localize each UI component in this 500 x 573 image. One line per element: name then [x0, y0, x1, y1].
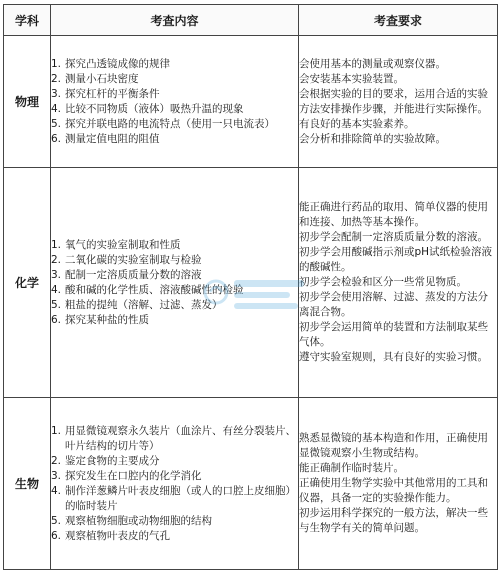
content-item	[51, 132, 298, 147]
requirement-line: 会使用基本的测量或观察仪器。	[299, 57, 446, 70]
header-subject: 学科	[4, 5, 51, 36]
content-item	[51, 454, 298, 469]
item-text: 粗盐的提纯（溶解、过滤、蒸发）	[65, 298, 223, 311]
content-item	[51, 57, 298, 72]
requirement-line: 会分析和排除简单的实验故障。	[299, 132, 446, 145]
requirement-line: 初步学会运用简单的装置和方法制取某些气体。	[299, 321, 488, 348]
item-number: 2.	[51, 454, 62, 467]
content-item	[51, 283, 298, 298]
item-number: 1.	[51, 57, 62, 70]
item-text: 探究并联电路的电流特点（使用一只电流表）	[65, 117, 275, 130]
subject-cell: 生物	[4, 398, 51, 570]
content-item	[51, 72, 298, 87]
requirement-cell	[299, 168, 498, 398]
item-number: 4.	[51, 484, 62, 497]
item-number: 4.	[51, 283, 62, 296]
item-text: 二氧化碳的实验室制取与检验	[65, 253, 202, 266]
header-requirement: 考查要求	[299, 5, 498, 36]
item-number: 1.	[51, 424, 62, 437]
content-item	[51, 87, 298, 102]
content-item	[51, 484, 298, 514]
requirement-line: 初步学会用酸碱指示剂或pH试纸检验溶液的酸碱性。	[299, 246, 493, 273]
item-text: 氧气的实验室制取和性质	[65, 238, 181, 251]
requirement-line: 能正确进行药品的取用、简单仪器的使用和连接、加热等基本操作。	[299, 201, 488, 228]
item-number: 3.	[51, 268, 62, 281]
content-item	[51, 268, 298, 283]
item-text: 探究发生在口腔内的化学消化	[65, 469, 202, 482]
content-item	[51, 424, 298, 454]
item-number: 5.	[51, 117, 62, 130]
requirement-line: 初步运用科学探究的一般方法，解决一些与生物学有关的简单问题。	[299, 507, 488, 534]
exam-requirements-table	[3, 4, 498, 570]
row-chemistry	[4, 168, 498, 398]
requirement-line: 有良好的基本实验素养。	[299, 117, 415, 130]
content-cell	[51, 398, 299, 570]
item-text: 比较不同物质（液体）吸热升温的现象	[65, 102, 244, 115]
row-physics	[4, 36, 498, 168]
requirement-line: 遵守实验室规则，具有良好的实验习惯。	[299, 351, 488, 363]
item-number: 6.	[51, 529, 62, 542]
item-number: 2.	[51, 72, 62, 85]
item-number: 4.	[51, 102, 62, 115]
header-row	[4, 5, 498, 36]
row-biology	[4, 398, 498, 570]
content-item	[51, 469, 298, 484]
item-number: 3.	[51, 87, 62, 100]
content-item	[51, 117, 298, 132]
item-number: 6.	[51, 132, 62, 145]
item-number: 3.	[51, 469, 62, 482]
item-text: 观察植物细胞或动物细胞的结构	[65, 514, 212, 527]
content-item	[51, 238, 298, 253]
item-text: 测量定值电阻的阻值	[65, 132, 160, 145]
content-item	[51, 298, 298, 313]
content-item	[51, 514, 298, 529]
requirement-line: 能正确制作临时装片。	[299, 462, 404, 474]
item-number: 2.	[51, 253, 62, 266]
content-list	[51, 424, 298, 544]
item-text: 探究凸透镜成像的规律	[65, 57, 170, 70]
content-list	[51, 238, 298, 328]
content-item	[51, 529, 298, 544]
item-number: 5.	[51, 298, 62, 311]
requirement-line: 初步学会配制一定溶质质量分数的溶液。	[299, 231, 488, 243]
item-text: 探究某种盐的性质	[65, 313, 149, 326]
item-text: 观察植物叶表皮的气孔	[65, 529, 170, 542]
requirement-line: 初步学会使用溶解、过滤、蒸发的方法分离混合物。	[299, 291, 488, 318]
subject-cell: 化学	[4, 168, 51, 398]
header-content: 考查内容	[51, 5, 299, 36]
requirement-line: 初步学会检验和区分一些常见物质。	[299, 276, 467, 288]
requirement-line: 熟悉显微镜的基本构造和作用，正确使用显微镜观察小生物或结构。	[299, 432, 488, 459]
content-item	[51, 313, 298, 328]
content-cell	[51, 36, 299, 168]
requirement-line: 会安装基本实验装置。	[299, 72, 404, 85]
item-number: 1.	[51, 238, 62, 251]
content-list	[51, 57, 298, 147]
requirement-line: 正确使用生物学实验中其他常用的工具和仪器，具备一定的实验操作能力。	[299, 477, 488, 504]
item-text: 探究杠杆的平衡条件	[65, 87, 160, 100]
item-text: 测量小石块密度	[65, 72, 139, 85]
item-number: 5.	[51, 514, 62, 527]
content-item	[51, 253, 298, 268]
item-text: 酸和碱的化学性质、溶液酸碱性的检验	[65, 283, 244, 296]
item-number: 6.	[51, 313, 62, 326]
item-text: 鉴定食物的主要成分	[65, 454, 160, 467]
requirement-cell	[299, 36, 498, 168]
content-cell	[51, 168, 299, 398]
requirement-line: 会根据实验的目的要求，运用合适的实验方法安排操作步骤，并能进行实际操作。	[299, 87, 488, 115]
item-text: 用显微镜观察永久装片（血涂片、有丝分裂装片、叶片结构的切片等）	[65, 424, 296, 452]
content-item	[51, 102, 298, 117]
item-text: 配制一定溶质质量分数的溶液	[65, 268, 202, 281]
subject-cell: 物理	[4, 36, 51, 168]
item-text: 制作洋葱鳞片叶表皮细胞（或人的口腔上皮细胞）的临时装片	[65, 484, 296, 512]
requirement-cell	[299, 398, 498, 570]
